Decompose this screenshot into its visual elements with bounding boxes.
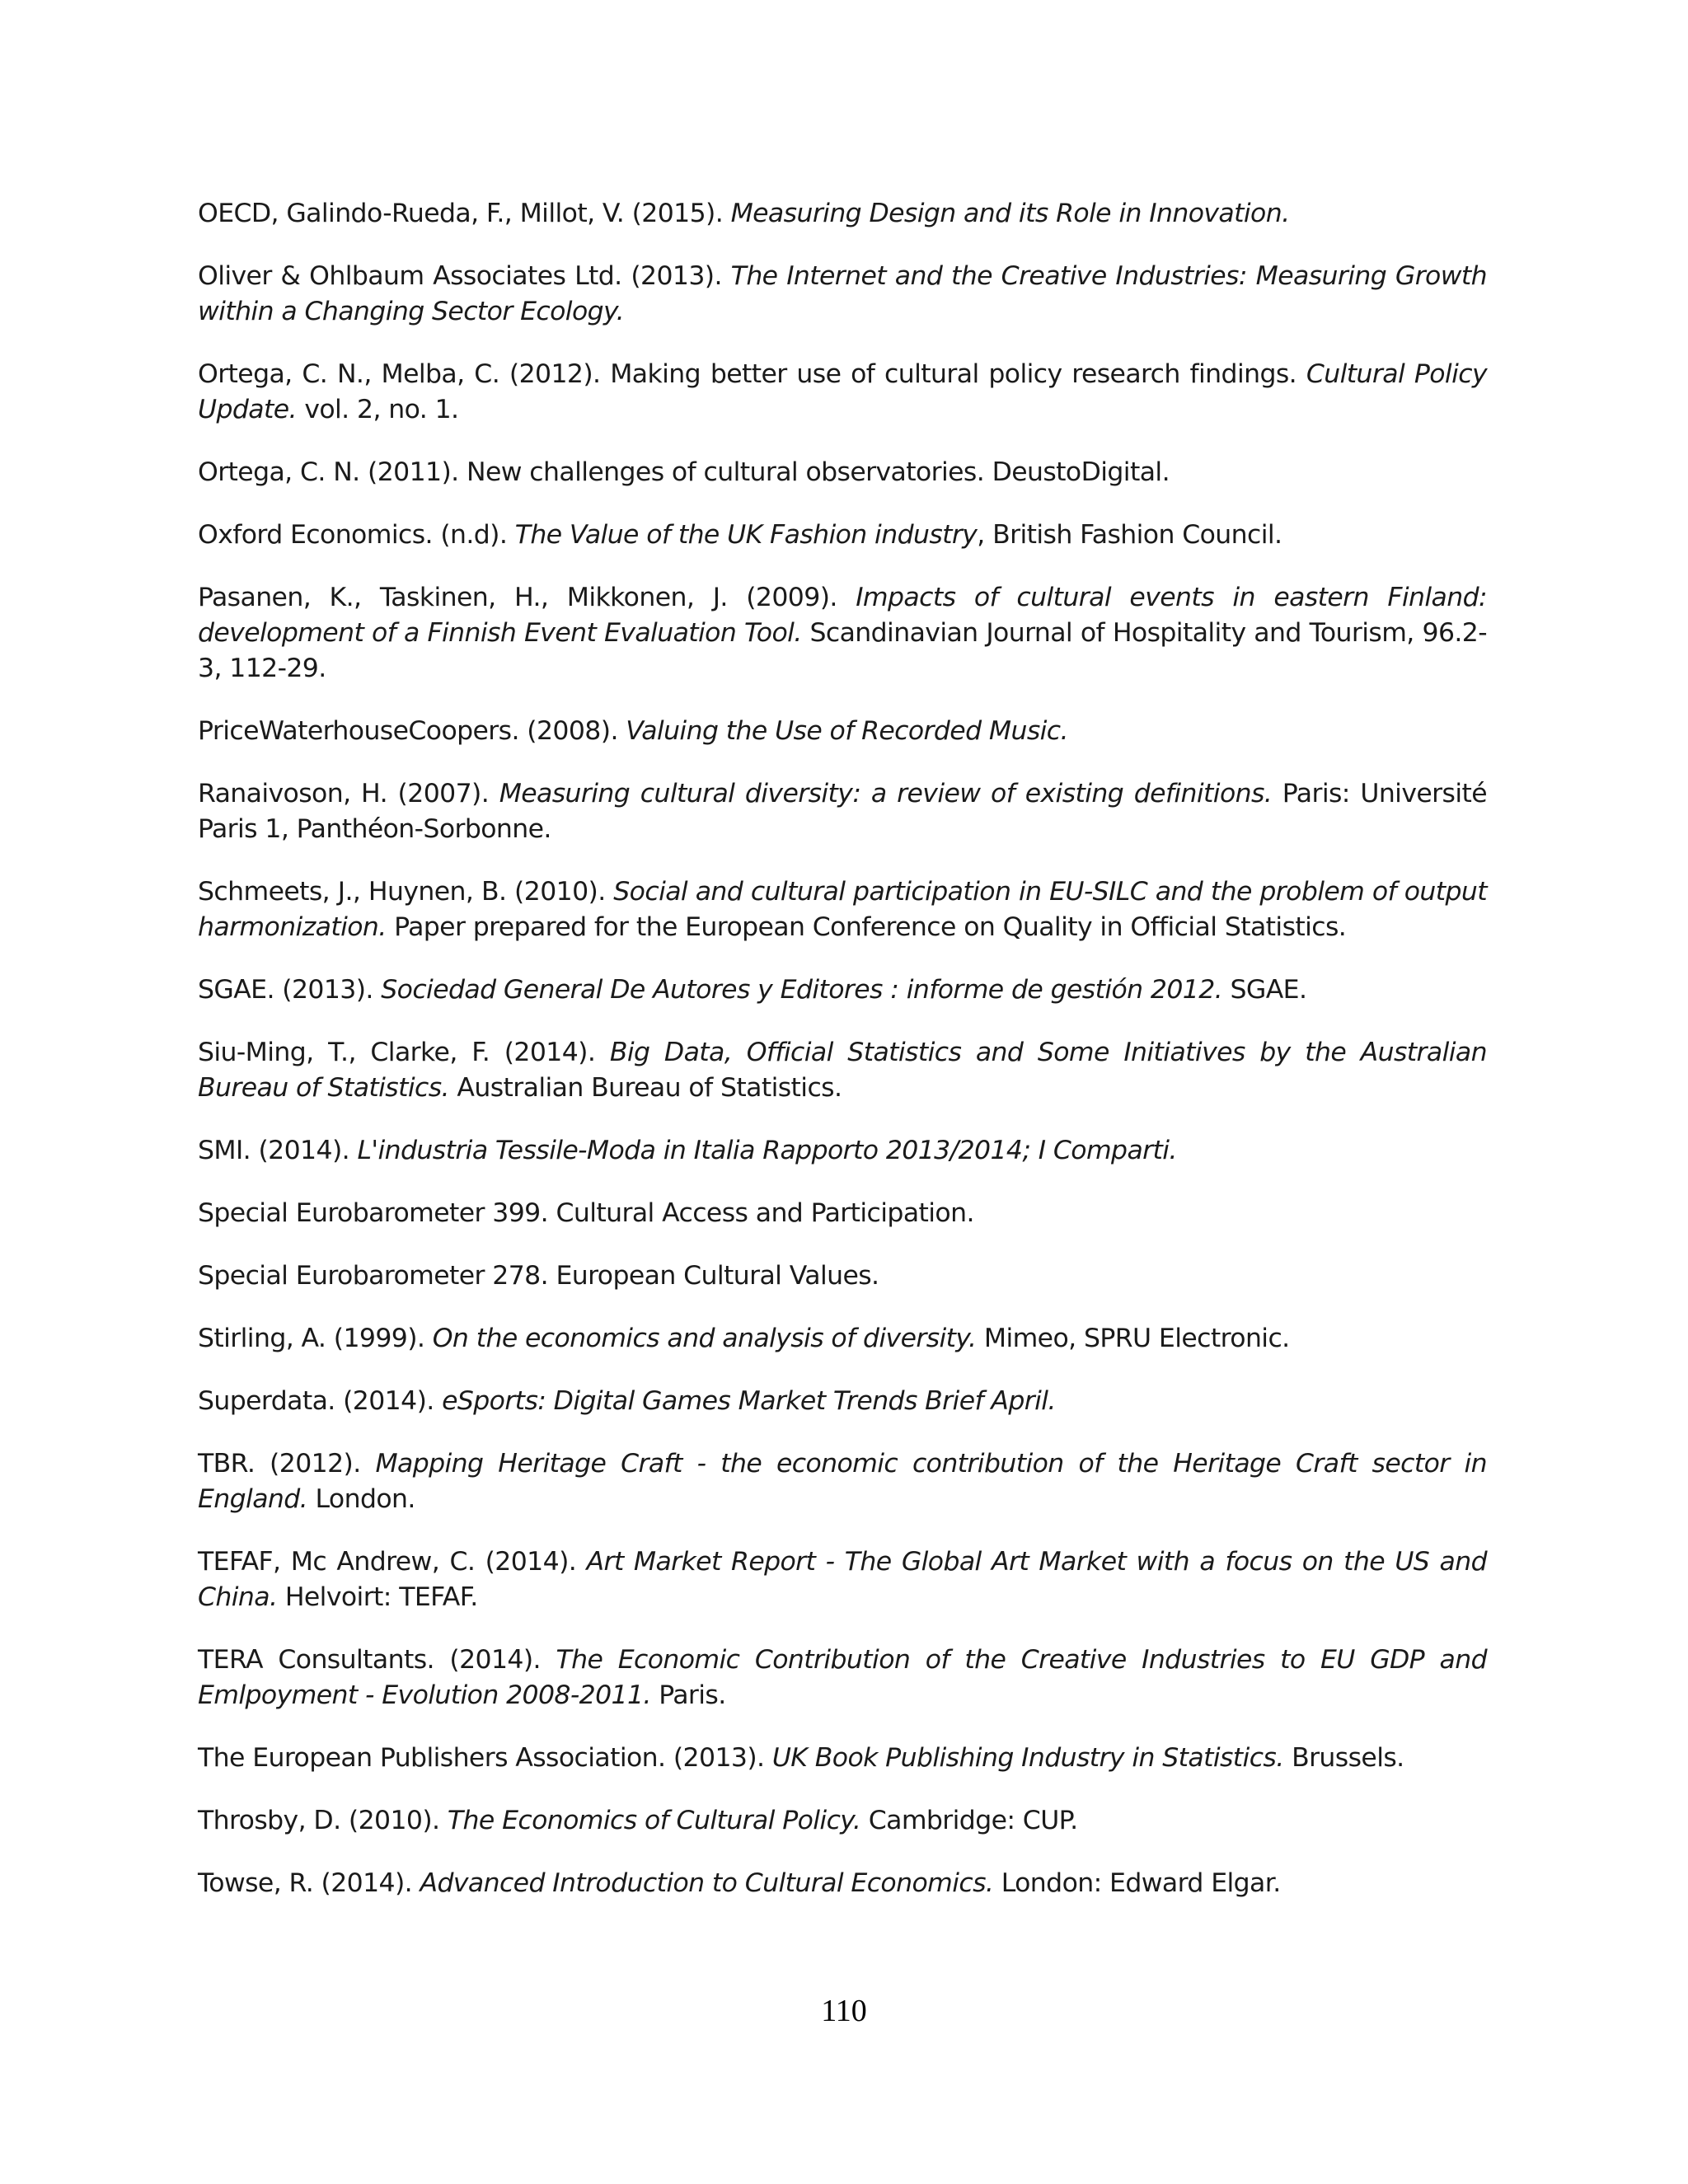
reference-entry: Ranaivoson, H. (2007). Measuring cultural diversity: a review of existing definitions. Paris: Université Paris 1, Panthéon-Sorbonne. <box>198 779 1488 844</box>
reference-entry: Ortega, C. N., Melba, C. (2012). Making better use of cultural policy research findings. Cultural Policy Update. vol. 2, no. 1. <box>198 359 1487 424</box>
reference-entry: Schmeets, J., Huynen, B. (2010). Social and cultural participation in EU-SILC and the problem of output harmonization. Paper prepared for the European Conference on Quality in Official Statistics. <box>198 877 1487 942</box>
reference-entry: TEFAF, Mc Andrew, C. (2014). Art Market Report - The Global Art Market with a focus on the US and China. Helvoirt: TEFAF. <box>198 1547 1487 1612</box>
reference-entry: OECD, Galindo-Rueda, F., Millot, V. (2015). Measuring Design and its Role in Innovation. <box>198 199 1290 228</box>
reference-entry: Pasanen, K., Taskinen, H., Mikkonen, J. (2009). Impacts of cultural events in eastern Finland: development of a Finnish Event Evaluation Tool. Scandinavian Journal of Hospitality and Tourism, 96.2-3, 112-29. <box>198 583 1488 683</box>
reference-entry: Throsby, D. (2010). The Economics of Cultural Policy. Cambridge: CUP. <box>198 1806 1078 1835</box>
reference-entry: Stirling, A. (1999). On the economics and analysis of diversity. Mimeo, SPRU Electronic. <box>198 1324 1290 1353</box>
reference-entry: TERA Consultants. (2014). The Economic Contribution of the Creative Industries to EU GDP and Emlpoyment - Evolution 2008-2011. Paris. <box>198 1645 1487 1710</box>
reference-entry: Oxford Economics. (n.d). The Value of the UK Fashion industry, British Fashion Council. <box>198 520 1282 550</box>
reference-entry: TBR. (2012). Mapping Heritage Craft - the economic contribution of the Heritage Craft sector in England. London. <box>198 1449 1487 1514</box>
reference-entry: Siu-Ming, T., Clarke, F. (2014). Big Data, Official Statistics and Some Initiatives by the Australian Bureau of Statistics. Australian Bureau of Statistics. <box>198 1038 1487 1103</box>
reference-entry: The European Publishers Association. (2013). UK Book Publishing Industry in Statistics. Brussels. <box>198 1743 1404 1773</box>
reference-entry: Oliver & Ohlbaum Associates Ltd. (2013). The Internet and the Creative Industries: Measuring Growth within a Changing Sector Ecology. <box>198 261 1487 326</box>
reference-entry: Superdata. (2014). eSports: Digital Games Market Trends Brief April. <box>198 1386 1056 1416</box>
reference-entry: SMI. (2014). L'industria Tessile-Moda in Italia Rapporto 2013/2014; I Comparti. <box>198 1136 1177 1165</box>
reference-entry: SGAE. (2013). Sociedad General De Autores y Editores : informe de gestión 2012. SGAE. <box>198 975 1307 1005</box>
page-number: 110 <box>821 1994 867 2028</box>
reference-entry: PriceWaterhouseCoopers. (2008). Valuing the Use of Recorded Music. <box>198 716 1068 746</box>
reference-entry: Ortega, C. N. (2011). New challenges of cultural observatories. DeustoDigital. <box>198 457 1170 487</box>
reference-entry: Special Eurobarometer 278. European Cultural Values. <box>198 1261 879 1291</box>
reference-list <box>198 196 1487 1929</box>
reference-entry: Towse, R. (2014). Advanced Introduction to Cultural Economics. London: Edward Elgar. <box>198 1868 1281 1898</box>
reference-entry: Special Eurobarometer 399. Cultural Access and Participation. <box>198 1198 974 1228</box>
